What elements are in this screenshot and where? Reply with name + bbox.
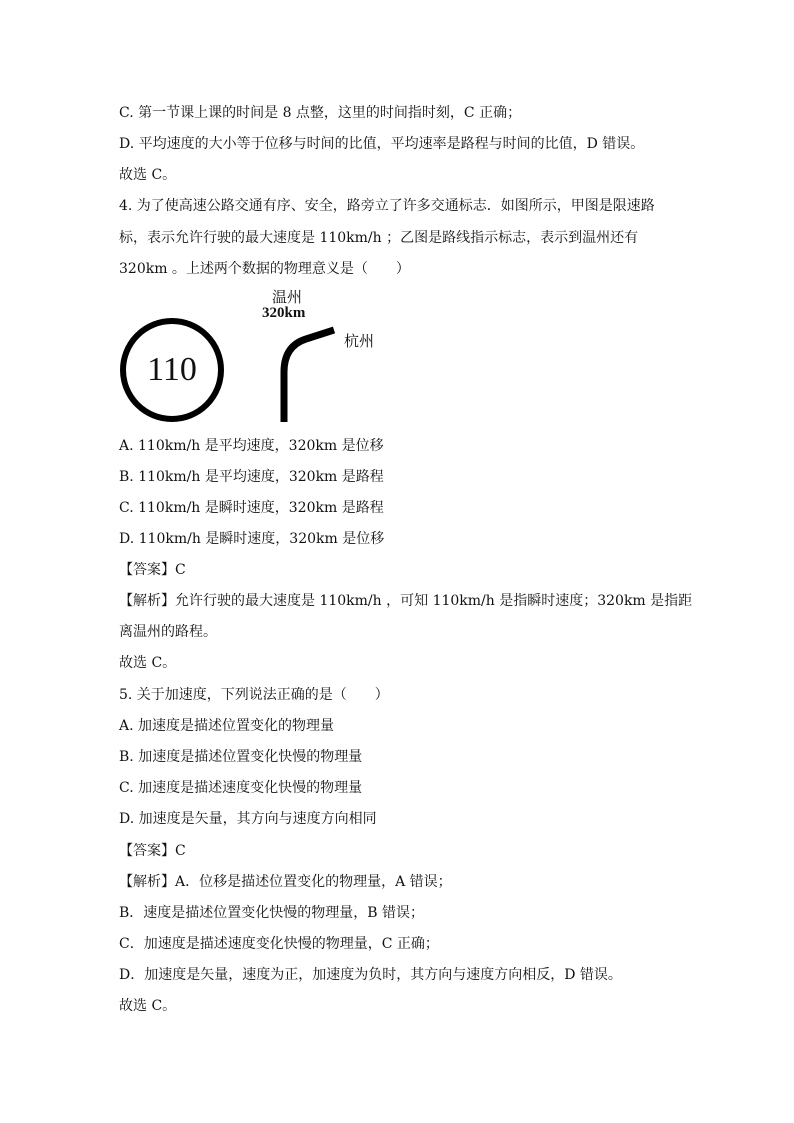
- option-c: C. 加速度是描述速度变化快慢的物理量: [119, 780, 363, 796]
- analysis-text: B．速度是描述位置变化快慢的物理量，B 错误；: [119, 905, 425, 921]
- route-destination-1: 温州: [272, 288, 303, 306]
- text-line: 故选 C。: [119, 655, 177, 671]
- speed-limit-value: 110: [147, 351, 197, 388]
- text-line: 故选 C。: [119, 998, 177, 1014]
- option-a: A. 110km/h 是平均速度，320km 是位移: [119, 438, 384, 454]
- analysis-text: D．加速度是矢量，速度为正，加速度为负时，其方向与速度方向相反，D 错误。: [119, 967, 622, 983]
- text-line: 故选 C。: [119, 167, 177, 183]
- question-4-stem: 4. 为了使高速公路交通有序、安全，路旁立了许多交通标志．如图所示，甲图是限速路: [119, 198, 655, 214]
- option-b: B. 110km/h 是平均速度，320km 是路程: [119, 469, 384, 485]
- option-a: A. 加速度是描述位置变化的物理量: [119, 718, 335, 734]
- speed-limit-sign: [120, 318, 224, 422]
- text-line: D. 平均速度的大小等于位移与时间的比值，平均速率是路程与时间的比值，D 错误。: [119, 136, 645, 152]
- question-4-stem: 标，表示允许行驶的最大速度是 110km/h ；乙图是路线指示标志，表示到温州还有: [119, 230, 639, 246]
- question-5-stem: 5. 关于加速度，下列说法正确的是（ ）: [119, 687, 389, 703]
- analysis-text: 【解析】A．位移是描述位置变化的物理量，A 错误；: [119, 874, 452, 890]
- option-d: D. 加速度是矢量，其方向与速度方向相同: [119, 811, 377, 827]
- analysis-text: C．加速度是描述速度变化快慢的物理量，C 正确；: [119, 936, 439, 952]
- answer-label: 【答案】C: [119, 843, 186, 859]
- question-4-stem: 320km 。上述两个数据的物理意义是（ ）: [119, 261, 410, 277]
- route-destination-2: 杭州: [344, 332, 375, 350]
- option-d: D. 110km/h 是瞬时速度，320km 是位移: [119, 531, 385, 547]
- traffic-signs-figure: [116, 286, 396, 426]
- text-line: C. 第一节课上课的时间是 8 点整，这里的时间指时刻，C 正确；: [119, 105, 522, 121]
- answer-label: 【答案】C: [119, 562, 186, 578]
- analysis-text: 【解析】允许行驶的最大速度是 110km/h ，可知 110km/h 是指瞬时速度；320km 是指距: [119, 593, 693, 609]
- analysis-text: 离温州的路程。: [119, 624, 217, 640]
- option-b: B. 加速度是描述位置变化快慢的物理量: [119, 749, 363, 765]
- option-c: C. 110km/h 是瞬时速度，320km 是路程: [119, 500, 384, 516]
- route-distance: 320km: [262, 305, 306, 321]
